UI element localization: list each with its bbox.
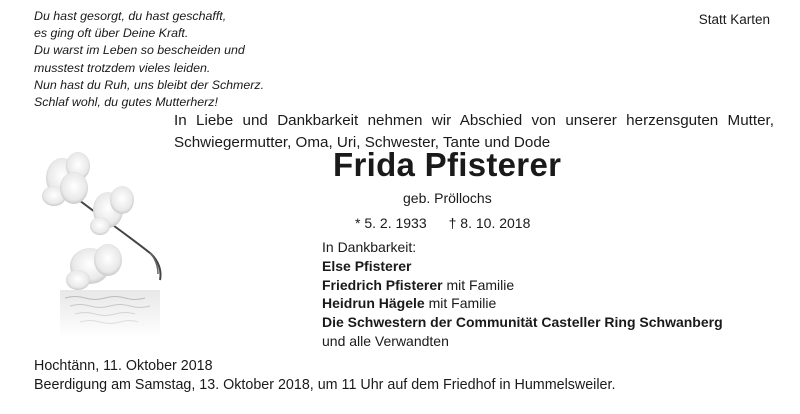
mourner-line [322,313,723,332]
poem-line: es ging oft über Deine Kraft. [34,26,189,41]
relatives-line: und alle Verwandten [322,332,449,349]
mourner-name: Die Schwestern der Communität Casteller Ring Schwanberg [322,314,723,331]
statt-karten-label: Statt Karten [698,12,770,27]
intro-text: In Liebe und Dankbarkeit nehmen wir Abschied von unserer herzensguten Mutter, Schwiegermutter, Oma, Uri, Schwester, Tante und Dode [174,112,774,151]
birth-date: * 5. 2. 1933 [355,215,427,231]
mourner-line [322,276,723,295]
mourner-line [322,294,723,313]
life-dates [355,215,530,231]
mourner-suffix: mit Familie [442,276,515,293]
mourner-name: Else Pfisterer [322,257,412,274]
thanks-heading: In Dankbarkeit: [322,239,417,255]
orchid-image [40,148,180,338]
place-date: Hochtänn, 11. Oktober 2018 [34,358,213,374]
mourners-block [322,238,723,351]
mourner-suffix: mit Familie [424,295,497,312]
death-date: † 8. 10. 2018 [448,215,531,231]
mourner-name: Friedrich Pfisterer [322,276,443,293]
mourner-line [322,257,723,276]
maiden-name: geb. Pröllochs [403,190,492,206]
poem-line: Nun hast du Ruh, uns bleibt der Schmerz. [34,77,265,92]
mourner-name: Heidrun Hägele [322,295,425,312]
poem-line: Du warst im Leben so bescheiden und [34,43,245,58]
poem-line: Schlaf wohl, du gutes Mutterherz! [34,95,218,110]
poem-line: Du hast gesorgt, du hast geschafft, [34,9,227,23]
deceased-name: Frida Pfisterer [333,146,562,183]
funeral-info: Beerdigung am Samstag, 13. Oktober 2018, um 11 Uhr auf dem Friedhof in Hummelsweiler. [34,377,616,393]
poem [34,8,264,111]
poem-line: musstest trotzdem vieles leiden. [34,60,211,75]
footer [34,357,615,395]
